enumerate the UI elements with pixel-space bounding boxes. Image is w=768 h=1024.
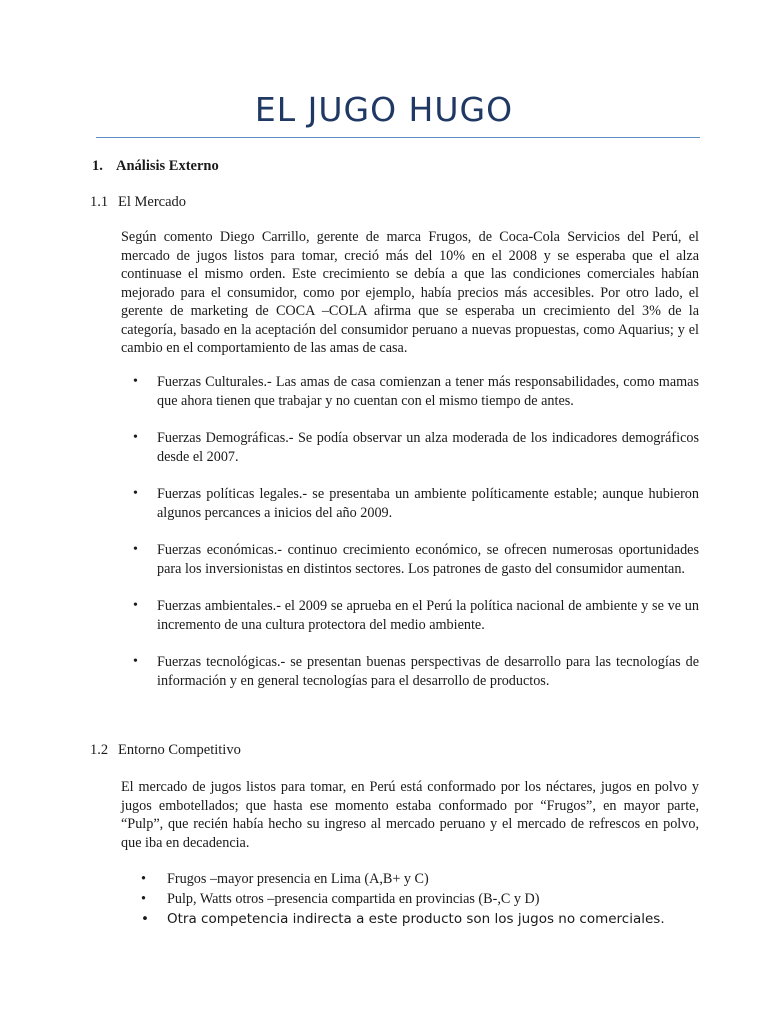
bullet-icon: •: [133, 542, 138, 557]
bullet-icon: •: [133, 486, 138, 501]
list-item: [121, 597, 699, 634]
list-item: [121, 869, 699, 889]
list-item-text: Fuerzas tecnológicas.- se presentan buenas perspectivas de desarrollo para las tecnologías de información y en general tecnologías para el desarrollo de productos.: [157, 654, 699, 689]
list-item: [121, 909, 699, 930]
title-underline: [96, 137, 700, 138]
subsection-heading-mercado: [90, 194, 186, 211]
section-heading-analisis-externo: [92, 158, 219, 175]
subsection-heading-entorno: [90, 742, 241, 759]
section-title: Análisis Externo: [116, 158, 219, 174]
list-item-text: Fuerzas ambientales.- el 2009 se aprueba en el Perú la política nacional de ambiente y se ve un incremento de una cultura protectora del medio ambiente.: [157, 598, 699, 633]
bullet-icon: •: [141, 871, 146, 887]
list-item-text: Fuerzas económicas.- continuo crecimiento económico, se ofrecen numerosas oportunidades para los inversionistas en distintos sectores. Los patrones de gasto del consumidor aumentan.: [157, 542, 699, 577]
mercado-paragraph: Según comento Diego Carrillo, gerente de marca Frugos, de Coca-Cola Servicios del Perú, el mercado de jugos listos para tomar, creció más del 10% en el 2008 y se esperaba que el alza continuase el mismo orden. Este crecimiento se debía a que las condiciones comerciales habían mejorado para el consumidor, como por ejemplo, había precios más accesibles. Por otro lado, el gerente de marketing de COCA –COLA afirma que se esperaba un crecimiento del 3% de la categoría, basado en la aceptación del consumidor peruano a nuevas propuestas, como Aquarius; y el cambio en el comportamiento de las amas de casa.: [121, 229, 699, 356]
bullet-icon: •: [133, 598, 138, 613]
list-item: [121, 485, 699, 522]
document-title: EL JUGO HUGO: [254, 90, 514, 129]
bullet-icon: •: [141, 891, 146, 907]
subsection-title: Entorno Competitivo: [118, 742, 241, 758]
list-item: [121, 541, 699, 578]
forces-list: [121, 373, 699, 709]
section-number: 1.: [92, 158, 103, 174]
bullet-icon: •: [133, 374, 138, 389]
list-item-text: Fuerzas Demográficas.- Se podía observar un alza moderada de los indicadores demográficos desde el 2007.: [157, 430, 699, 465]
competitors-list: [121, 869, 699, 930]
bullet-icon: •: [133, 430, 138, 445]
list-item: [121, 653, 699, 690]
subsection-title: El Mercado: [118, 194, 187, 210]
list-item-text: Fuerzas políticas legales.- se presentaba un ambiente políticamente estable; aunque hubieron algunos percances a inicios del año 2009.: [157, 486, 699, 521]
list-item: [121, 429, 699, 466]
subsection-number: 1.1: [90, 194, 109, 210]
bullet-icon: •: [141, 911, 149, 927]
entorno-paragraph: El mercado de jugos listos para tomar, en Perú está conformado por los néctares, jugos en polvo y jugos embotellados; que hasta ese momento estaba conformado por “Frugos”, en mayor parte, “Pulp”, que recién había hecho su ingreso al mercado peruano y el mercado de refrescos en polvo, que iba en decadencia.: [121, 779, 699, 851]
list-item: [121, 373, 699, 410]
list-item-text: Otra competencia indirecta a este producto son los jugos no comerciales.: [167, 911, 665, 927]
list-item: [121, 889, 699, 909]
list-item-text: Pulp, Watts otros –presencia compartida en provincias (B-,C y D): [167, 891, 540, 907]
list-item-text: Fuerzas Culturales.- Las amas de casa comienzan a tener más responsabilidades, como mamas que ahora tienen que trabajar y no cuentan con el mismo tiempo de antes.: [157, 374, 699, 409]
bullet-icon: •: [133, 654, 138, 669]
list-item-text: Frugos –mayor presencia en Lima (A,B+ y C): [167, 871, 429, 887]
subsection-number: 1.2: [90, 742, 109, 758]
